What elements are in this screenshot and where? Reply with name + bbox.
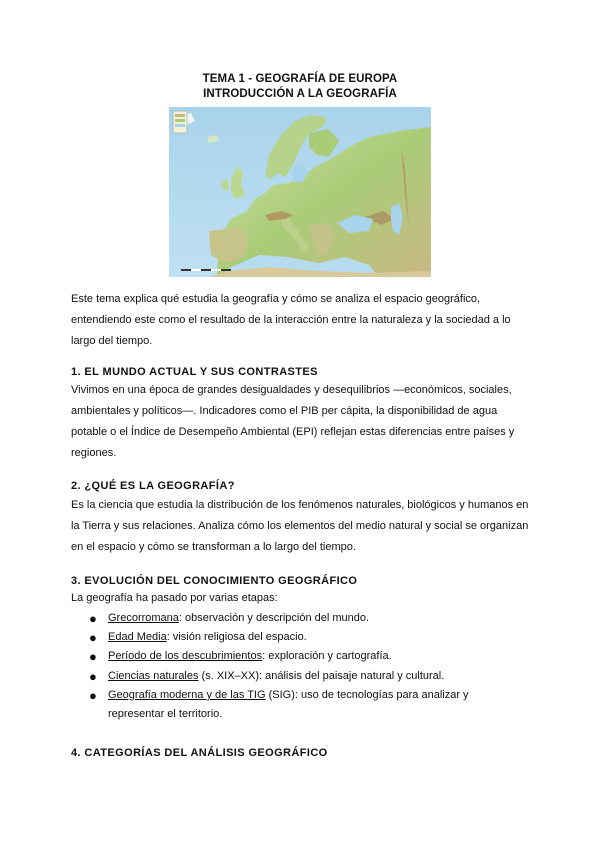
stage-term[interactable]: Geografía moderna y de las TIG [108, 688, 266, 701]
europe-map-image [169, 107, 431, 277]
stage-term[interactable]: Edad Media [108, 631, 167, 644]
section-3-intro: La geografía ha pasado por varias etapas: [71, 592, 278, 604]
section-4-heading: 4. CATEGORÍAS DEL ANÁLISIS GEOGRÁFICO [71, 747, 328, 759]
bullet-icon: ● [89, 668, 97, 684]
stage-description: (s. XIX–XX): análisis del paisaje natural y cultural. [198, 669, 445, 682]
stage-description: : exploración y cartografía. [262, 650, 392, 663]
document-title: TEMA 1 - GEOGRAFÍA DE EUROPA [202, 73, 398, 85]
section-2-body: Es la ciencia que estudia la distribución de los fenómenos naturales, biológicos y humanos en la Tierra y sus relaciones. Analiza cómo los elementos del medio natural y social se organizan en el espacio y cómo se transforman a lo largo del tiempo. [71, 499, 529, 553]
list-item [71, 628, 511, 647]
section-1-body: Vivimos en una época de grandes desigualdades y desequilibrios —económicos, sociales, ambientales y políticos—. Indicadores como el PIB per cápita, la disponibilidad de agua potable o el Índice de Desempeño Ambiental (EPI) reflejan estas diferencias entre países y regiones. [71, 384, 515, 459]
stage-description: : visión religiosa del espacio. [166, 631, 307, 644]
stage-description: : observación y descripción del mundo. [178, 612, 370, 624]
stage-term[interactable]: Período de los descubrimientos [108, 650, 263, 663]
europe-physical-map-icon [169, 107, 431, 277]
section-3-heading: 3. EVOLUCIÓN DEL CONOCIMIENTO GEOGRÁFICO [71, 575, 358, 587]
bullet-icon: ● [89, 649, 97, 665]
stage-term[interactable]: Grecorromana [108, 612, 179, 624]
bullet-icon: ● [89, 611, 97, 626]
list-item [71, 667, 511, 686]
list-item [71, 686, 511, 724]
list-item [71, 609, 511, 628]
intro-paragraph: Este tema explica qué estudia la geografía y cómo se analiza el espacio geográfico, entendiendo este como el resultado de la interacción entre la naturaleza y la sociedad a lo largo del tiempo. [71, 293, 511, 347]
list-item [71, 647, 511, 666]
stage-term[interactable]: Ciencias naturales [108, 669, 199, 682]
bullet-icon: ● [89, 687, 97, 703]
document-subtitle: INTRODUCCIÓN A LA GEOGRAFÍA [203, 88, 397, 100]
section-1-heading: 1. EL MUNDO ACTUAL Y SUS CONTRASTES [71, 366, 318, 378]
bullet-icon: ● [89, 630, 97, 646]
section-2-heading: 2. ¿QUÉ ES LA GEOGRAFÍA? [71, 480, 235, 492]
stages-list [71, 609, 511, 724]
stage-description: (SIG): uso de tecnologías para analizar y representar el territorio. [108, 688, 469, 721]
